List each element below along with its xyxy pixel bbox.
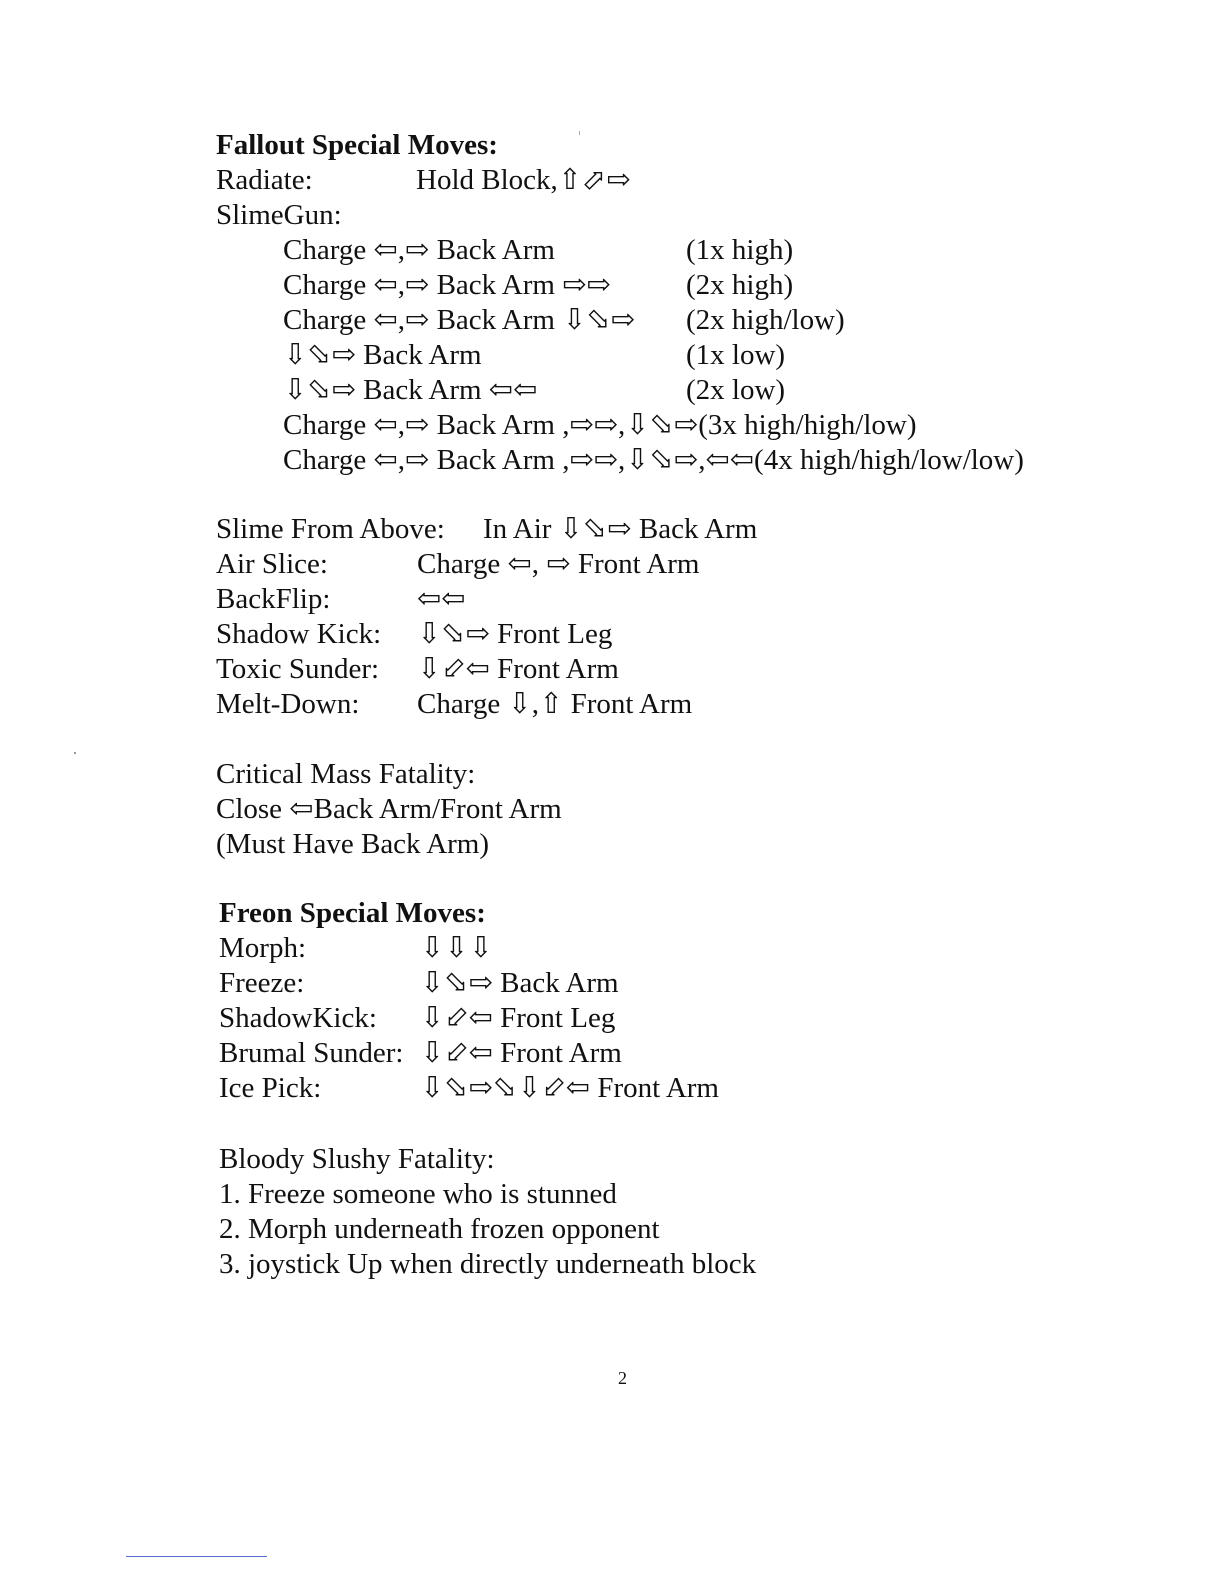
move-ice-pick: [219, 1071, 719, 1106]
fatality-line: Close ⇦Back Arm/Front Arm: [216, 793, 562, 825]
freon-fatality: [219, 1142, 756, 1282]
move-morph: [219, 931, 493, 966]
fatality-title: Critical Mass Fatality:: [216, 758, 476, 790]
scan-artifact-dot: [74, 752, 76, 754]
slimegun-variant: [216, 233, 794, 268]
slimegun-label: SlimeGun:: [216, 199, 342, 231]
slimegun-variant: [216, 338, 786, 373]
fatality-title: Bloody Slushy Fatality:: [219, 1143, 495, 1175]
move-input: Charge ⇦,⇨ Back Arm ,⇨⇨,⇩⬂⇨,⇦⇦(4x high/high/low/low): [283, 444, 1024, 476]
move-radiate: [216, 163, 631, 198]
move-input: ⇩⬂⇨ Back Arm: [283, 339, 482, 371]
fallout-section: [216, 128, 1024, 478]
move-note: (2x high): [686, 269, 794, 301]
move-name: Slime From Above:: [216, 513, 445, 545]
slimegun-variant: [216, 443, 1024, 478]
scan-artifact-tick: [579, 131, 580, 135]
fatality-step: 1. Freeze someone who is stunned: [219, 1178, 617, 1210]
move-note: (2x low): [686, 374, 786, 406]
move-name: BackFlip:: [216, 583, 331, 615]
page-number: 2: [618, 1368, 627, 1388]
move-name: Air Slice:: [216, 548, 328, 580]
move-input: Charge ⇦,⇨ Back Arm ,⇨⇨,⇩⬂⇨(3x high/high/low): [283, 409, 917, 441]
move-note: (1x high): [686, 234, 794, 266]
move-name: Radiate:: [216, 164, 313, 196]
fatality-step: 3. joystick Up when directly underneath block: [219, 1248, 757, 1280]
move-input: ⇩⬂⇨ Back Arm ⇦⇦: [283, 374, 538, 406]
move-note: (1x low): [686, 339, 786, 371]
slimegun-variant: [216, 268, 794, 303]
move-shadowkick: [219, 1001, 616, 1036]
move-name: Morph:: [219, 932, 306, 964]
fallout-fatality: [216, 757, 562, 862]
move-input: ⇩⬂⇨⬂⇩⬃⇦ Front Arm: [420, 1072, 719, 1104]
move-name: Shadow Kick:: [216, 618, 382, 650]
move-input: ⇩⬃⇦ Front Arm: [420, 1037, 622, 1069]
move-input: Charge ⇦, ⇨ Front Arm: [417, 548, 700, 580]
fatality-line: (Must Have Back Arm): [216, 828, 490, 860]
move-input: In Air ⇩⬂⇨ Back Arm: [483, 513, 758, 545]
move-input: Charge ⇦,⇨ Back Arm ⇨⇨: [283, 269, 611, 301]
scan-artifact-line: [126, 1556, 267, 1557]
move-note: (2x high/low): [686, 304, 845, 336]
slimegun-variant: [216, 303, 845, 338]
freon-section: [219, 896, 719, 1106]
move-name: Brumal Sunder:: [219, 1037, 404, 1069]
move-input: Charge ⇩,⇧ Front Arm: [417, 688, 693, 720]
move-input: Charge ⇦,⇨ Back Arm: [283, 234, 555, 266]
move-name: Melt-Down:: [216, 688, 360, 720]
freon-heading: Freon Special Moves:: [219, 897, 486, 929]
move-input: ⇩⬃⇦ Front Leg: [420, 1002, 616, 1034]
move-name: ShadowKick:: [219, 1002, 377, 1034]
move-name: Toxic Sunder:: [216, 653, 380, 685]
move-brumal-sunder: [219, 1036, 622, 1071]
move-freeze: [219, 966, 619, 1001]
move-input: ⇩⬂⇨ Front Leg: [417, 618, 613, 650]
slimegun-variant: [216, 408, 917, 443]
move-input: Charge ⇦,⇨ Back Arm ⇩⬂⇨: [283, 304, 636, 336]
fallout-heading: Fallout Special Moves:: [216, 129, 498, 161]
move-name: Freeze:: [219, 967, 305, 999]
fatality-step: 2. Morph underneath frozen opponent: [219, 1213, 660, 1245]
move-input: ⇦⇦: [417, 583, 466, 615]
move-input: ⇩⇩⇩: [420, 932, 493, 964]
move-input: Hold Block,⇧⬀⇨: [416, 164, 631, 196]
move-input: ⇩⬂⇨ Back Arm: [420, 967, 619, 999]
move-input: ⇩⬃⇦ Front Arm: [417, 653, 619, 685]
slimegun-variant: [216, 373, 786, 408]
move-name: Ice Pick:: [219, 1072, 322, 1104]
